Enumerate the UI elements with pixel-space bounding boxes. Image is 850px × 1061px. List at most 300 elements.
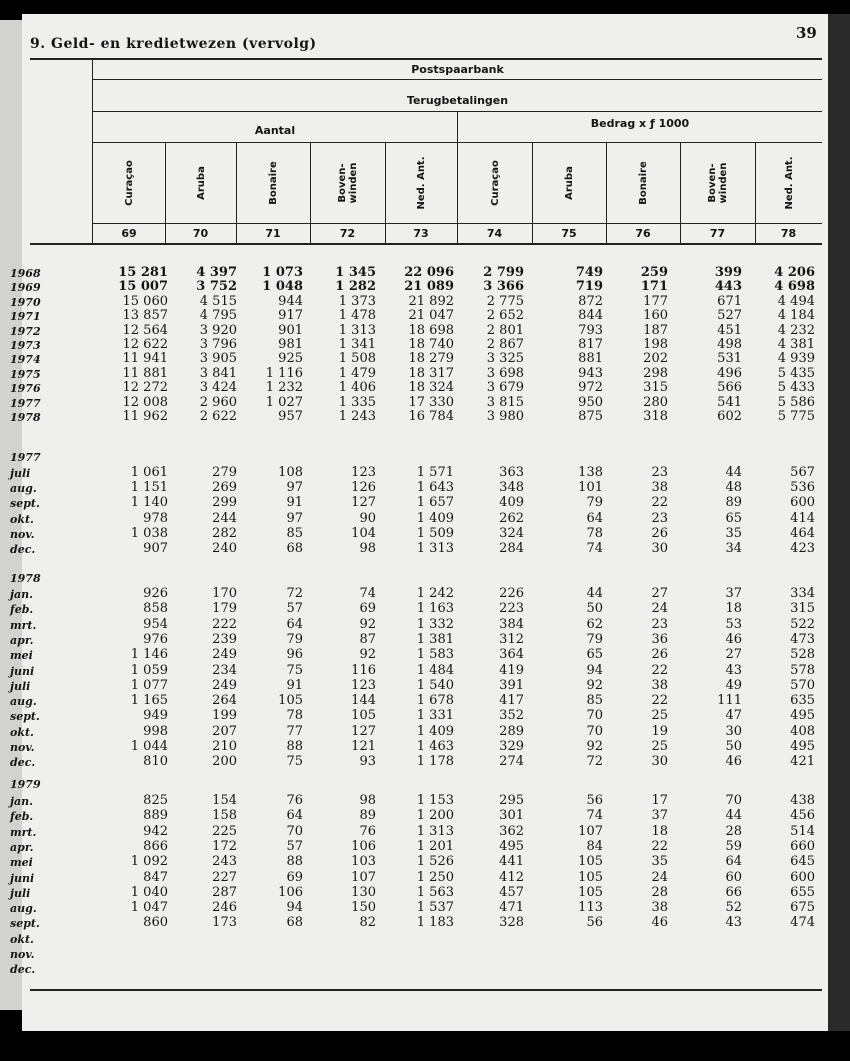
column-divider — [385, 143, 386, 243]
row-label: 1974 — [10, 353, 41, 367]
table-cell: 69 — [286, 869, 303, 885]
book-edge — [828, 14, 850, 1031]
table-cell: 12 008 — [122, 394, 168, 410]
table-cell: 97 — [286, 510, 303, 526]
table-cell: 2 960 — [199, 394, 237, 410]
table-cell: 280 — [643, 394, 668, 410]
table-cell: 127 — [351, 495, 376, 511]
table-row — [0, 932, 806, 947]
table-cell: 329 — [499, 739, 524, 754]
table-cell: 111 — [717, 693, 742, 709]
table-cell: 121 — [351, 739, 376, 754]
row-label: jan. — [10, 795, 33, 808]
table-cell: 59 — [725, 838, 742, 854]
table-cell: 567 — [790, 465, 815, 480]
column-number: 71 — [265, 227, 281, 240]
table-cell: 60 — [725, 869, 742, 885]
table-cell: 38 — [651, 900, 668, 916]
group-bedrag: Bedrag x ƒ 1000 — [590, 117, 690, 130]
column-header-label: Bonaire — [637, 161, 649, 205]
row-label: aug. — [10, 902, 37, 916]
row-label: apr. — [10, 633, 34, 647]
table-cell: 498 — [717, 337, 742, 352]
row-label: apr. — [10, 840, 34, 854]
table-cell: 91 — [286, 677, 303, 693]
table-row — [0, 962, 806, 977]
column-divider — [680, 143, 681, 243]
table-cell: 1 540 — [416, 677, 454, 693]
table-cell: 74 — [359, 586, 376, 601]
table-cell: 541 — [717, 394, 742, 410]
table-cell: 334 — [790, 586, 815, 601]
table-cell: 660 — [790, 838, 815, 854]
table-cell: 11 941 — [122, 351, 168, 367]
table-cell: 64 — [286, 808, 303, 824]
table-cell: 68 — [286, 541, 303, 556]
table-cell: 96 — [286, 647, 303, 663]
table-cell: 1 243 — [338, 409, 376, 424]
table-cell: 570 — [790, 677, 815, 693]
column-number: 70 — [192, 227, 209, 240]
table-cell: 917 — [278, 308, 303, 324]
table-cell: 37 — [725, 586, 742, 601]
column-number: 78 — [780, 227, 797, 240]
table-cell: 65 — [725, 510, 742, 526]
table-cell: 443 — [714, 279, 742, 295]
row-label: mei — [10, 856, 33, 870]
table-cell: 34 — [725, 541, 742, 556]
row-label: sept. — [10, 710, 40, 724]
table-cell: 655 — [790, 884, 815, 900]
table-cell: 22 — [651, 693, 668, 709]
table-cell: 925 — [278, 351, 303, 367]
table-cell: 222 — [212, 616, 237, 632]
table-row — [0, 916, 806, 931]
table-cell: 881 — [578, 351, 603, 367]
table-cell: 5 586 — [777, 394, 815, 410]
table-cell: 409 — [499, 495, 524, 511]
column-header-label: Boven- winden — [706, 162, 729, 204]
table-cell: 412 — [499, 869, 524, 885]
table-cell: 18 324 — [408, 380, 454, 396]
table-cell: 471 — [499, 900, 524, 916]
table-cell: 408 — [790, 723, 815, 739]
header-bottom-rule — [30, 243, 822, 245]
table-cell: 3 815 — [486, 394, 524, 410]
table-cell: 284 — [499, 541, 524, 556]
column-divider — [236, 143, 237, 243]
table-cell: 18 279 — [408, 351, 454, 367]
table-cell: 46 — [725, 631, 742, 647]
table-cell: 1 332 — [416, 616, 454, 632]
table-cell: 417 — [499, 693, 524, 709]
table-cell: 144 — [351, 693, 376, 709]
table-row — [0, 633, 806, 648]
row-label: 1972 — [10, 324, 41, 338]
column-number: 75 — [561, 227, 577, 240]
table-cell: 25 — [651, 739, 668, 754]
table-cell: 949 — [143, 708, 168, 724]
table-cell: 105 — [578, 854, 603, 870]
table-cell: 600 — [790, 495, 815, 511]
table-cell: 1 478 — [338, 308, 376, 324]
table-cell: 91 — [286, 495, 303, 511]
table-cell: 225 — [212, 823, 237, 839]
table-cell: 94 — [586, 662, 603, 678]
table-row — [0, 352, 806, 367]
table-cell: 1 163 — [416, 601, 454, 617]
row-label: 1973 — [10, 339, 41, 352]
table-cell: 49 — [725, 677, 742, 693]
table-cell: 1 200 — [416, 808, 454, 824]
table-cell: 72 — [286, 586, 303, 601]
table-cell: 866 — [143, 838, 168, 854]
table-cell: 88 — [286, 739, 303, 754]
table-cell: 817 — [578, 337, 603, 352]
table-cell: 35 — [651, 854, 668, 870]
table-cell: 79 — [586, 495, 603, 511]
table-cell: 496 — [717, 365, 742, 381]
table-cell: 21 089 — [404, 279, 454, 295]
table-cell: 30 — [651, 541, 668, 556]
table-row — [0, 947, 806, 962]
table-cell: 926 — [143, 586, 168, 601]
table-cell: 123 — [351, 465, 376, 480]
table-cell: 1 313 — [338, 322, 376, 338]
table-cell: 362 — [499, 823, 524, 839]
row-label: sept. — [10, 497, 40, 511]
column-divider — [310, 143, 311, 243]
table-cell: 635 — [790, 693, 815, 709]
table-cell: 57 — [286, 601, 303, 617]
table-cell: 1 027 — [265, 394, 303, 410]
table-row — [0, 381, 806, 396]
table-cell: 998 — [143, 723, 168, 739]
table-cell: 522 — [790, 616, 815, 632]
table-cell: 495 — [790, 739, 815, 754]
table-cell: 47 — [725, 708, 742, 724]
table-cell: 3 679 — [486, 380, 524, 396]
table-cell: 287 — [212, 884, 237, 900]
table-cell: 262 — [499, 510, 524, 526]
table-cell: 978 — [143, 510, 168, 526]
column-number: 73 — [413, 227, 429, 240]
table-cell: 226 — [499, 586, 524, 601]
table-cell: 3 424 — [199, 380, 237, 396]
table-row — [0, 825, 806, 840]
table-cell: 875 — [578, 409, 603, 424]
table-cell: 150 — [351, 900, 376, 916]
table-cell: 318 — [643, 409, 668, 424]
table-cell: 11 962 — [122, 409, 168, 424]
table-cell: 324 — [499, 525, 524, 541]
table-cell: 1 571 — [416, 465, 454, 480]
table-cell: 89 — [359, 808, 376, 824]
table-cell: 645 — [790, 854, 815, 870]
table-cell: 24 — [651, 601, 668, 617]
table-cell: 528 — [790, 647, 815, 663]
table-cell: 70 — [586, 723, 603, 739]
table-cell: 28 — [651, 884, 668, 900]
table-cell: 158 — [212, 808, 237, 824]
row-label: juli — [10, 467, 31, 480]
table-cell: 172 — [212, 838, 237, 854]
table-cell: 1 092 — [130, 854, 168, 870]
table-row — [0, 295, 806, 310]
table-cell: 473 — [790, 631, 815, 647]
table-cell: 312 — [499, 631, 524, 647]
table-cell: 30 — [651, 754, 668, 770]
table-cell: 328 — [499, 915, 524, 931]
table-cell: 12 272 — [122, 380, 168, 396]
table-cell: 84 — [586, 838, 603, 854]
table-cell: 1 201 — [416, 838, 454, 854]
table-cell: 173 — [212, 915, 237, 931]
table-cell: 66 — [725, 884, 742, 900]
table-cell: 1 463 — [416, 739, 454, 754]
table-cell: 1 116 — [265, 365, 303, 381]
table-cell: 1 479 — [338, 365, 376, 381]
table-cell: 179 — [212, 601, 237, 617]
table-cell: 105 — [578, 884, 603, 900]
table-cell: 315 — [790, 601, 815, 617]
row-label: aug. — [10, 695, 37, 709]
table-cell: 4 184 — [777, 308, 815, 324]
table-cell: 3 920 — [199, 322, 237, 338]
table-cell: 65 — [586, 647, 603, 663]
column-divider — [755, 143, 756, 243]
table-cell: 27 — [651, 586, 668, 601]
column-number: 77 — [709, 227, 726, 240]
table-cell: 15 007 — [118, 279, 168, 295]
table-cell: 23 — [651, 465, 668, 480]
table-cell: 70 — [586, 708, 603, 724]
table-cell: 92 — [586, 677, 603, 693]
table-cell: 889 — [143, 808, 168, 824]
table-cell: 160 — [643, 308, 668, 324]
table-cell: 981 — [278, 337, 303, 352]
table-cell: 495 — [499, 838, 524, 854]
table-cell: 675 — [790, 900, 815, 916]
table-cell: 1 643 — [416, 480, 454, 496]
table-cell: 101 — [578, 480, 603, 496]
page-number: 39 — [796, 24, 817, 42]
table-cell: 106 — [278, 884, 303, 900]
row-label: okt. — [10, 512, 34, 526]
table-cell: 295 — [499, 793, 524, 808]
table-cell: 1 583 — [416, 647, 454, 663]
table-cell: 3 980 — [486, 409, 524, 424]
table-cell: 3 796 — [199, 337, 237, 352]
table-row — [0, 410, 806, 425]
row-label: nov. — [10, 527, 35, 541]
table-cell: 1 381 — [416, 631, 454, 647]
table-cell: 566 — [717, 380, 742, 396]
table-cell: 457 — [499, 884, 524, 900]
table-cell: 17 330 — [408, 394, 454, 410]
table-cell: 1 250 — [416, 869, 454, 885]
table-cell: 4 206 — [774, 265, 815, 280]
table-cell: 105 — [351, 708, 376, 724]
table-cell: 1 341 — [338, 337, 376, 352]
table-cell: 954 — [143, 616, 168, 632]
table-cell: 38 — [651, 480, 668, 496]
table-cell: 12 622 — [122, 337, 168, 352]
table-row — [0, 709, 806, 724]
table-cell: 944 — [278, 293, 303, 309]
table-cell: 94 — [286, 900, 303, 916]
table-row — [0, 694, 806, 709]
table-cell: 19 — [651, 723, 668, 739]
stub-rule — [92, 60, 93, 243]
row-label: 1969 — [10, 281, 41, 295]
table-cell: 30 — [725, 723, 742, 739]
row-label: juni — [10, 871, 35, 885]
row-label: juni — [10, 664, 35, 678]
table-cell: 239 — [212, 631, 237, 647]
table-cell: 301 — [499, 808, 524, 824]
table-cell: 15 281 — [118, 265, 168, 280]
column-header-label: Ned. Ant. — [783, 156, 794, 210]
table-cell: 46 — [651, 915, 668, 931]
table-cell: 21 892 — [408, 293, 454, 309]
table-cell: 21 047 — [408, 308, 454, 324]
table-cell: 74 — [586, 808, 603, 824]
table-cell: 825 — [143, 793, 168, 808]
table-cell: 127 — [351, 723, 376, 739]
table-cell: 227 — [212, 869, 237, 885]
table-cell: 1 409 — [416, 510, 454, 526]
row-label: feb. — [10, 603, 34, 617]
table-cell: 138 — [578, 465, 603, 480]
table-cell: 844 — [578, 308, 603, 324]
table-cell: 37 — [651, 808, 668, 824]
table-cell: 901 — [278, 322, 303, 338]
table-cell: 130 — [351, 884, 376, 900]
table-cell: 249 — [212, 647, 237, 663]
table-cell: 75 — [286, 754, 303, 770]
table-cell: 1 059 — [130, 662, 168, 678]
table-row — [0, 648, 806, 663]
table-cell: 154 — [212, 793, 237, 808]
table-cell: 1 183 — [416, 915, 454, 931]
table-row — [0, 309, 806, 324]
table-cell: 18 — [725, 601, 742, 617]
table-cell: 18 — [651, 823, 668, 839]
column-number: 76 — [635, 227, 651, 240]
table-cell: 15 060 — [122, 293, 168, 309]
table-cell: 223 — [499, 601, 524, 617]
table-cell: 105 — [278, 693, 303, 709]
table-cell: 88 — [286, 854, 303, 870]
table-row — [0, 725, 806, 740]
column-header-label: Curaçao — [123, 160, 135, 206]
table-cell: 1 047 — [130, 900, 168, 916]
table-cell: 244 — [212, 510, 237, 526]
table-cell: 474 — [790, 915, 815, 931]
table-cell: 93 — [359, 754, 376, 770]
table-cell: 70 — [725, 793, 742, 808]
table-cell: 48 — [725, 480, 742, 496]
table-cell: 187 — [643, 322, 668, 338]
table-row — [0, 855, 806, 870]
table-cell: 872 — [578, 293, 603, 309]
table-cell: 11 881 — [122, 365, 168, 381]
row-label: mrt. — [10, 825, 37, 839]
table-row — [0, 740, 806, 755]
table-cell: 2 775 — [486, 293, 524, 309]
table-cell: 92 — [359, 616, 376, 632]
table-cell: 1 153 — [416, 793, 454, 808]
table-cell: 5 775 — [777, 409, 815, 424]
table-row — [0, 618, 806, 633]
table-cell: 18 317 — [408, 365, 454, 381]
table-cell: 1 331 — [416, 708, 454, 724]
table-cell: 600 — [790, 869, 815, 885]
column-header-label: Curaçao — [489, 160, 500, 206]
table-cell: 123 — [351, 677, 376, 693]
table-cell: 64 — [725, 854, 742, 870]
table-cell: 3 841 — [199, 365, 237, 381]
table-cell: 1 232 — [265, 380, 303, 396]
table-cell: 74 — [586, 541, 603, 556]
table-cell: 44 — [725, 465, 742, 480]
table-cell: 13 857 — [122, 308, 168, 324]
table-cell: 531 — [717, 351, 742, 367]
table-cell: 52 — [725, 900, 742, 916]
table-cell: 2 801 — [486, 322, 524, 338]
table-cell: 352 — [499, 708, 524, 724]
table-cell: 25 — [651, 708, 668, 724]
table-cell: 289 — [499, 723, 524, 739]
table-cell: 76 — [359, 823, 376, 839]
table-cell: 1 313 — [416, 541, 454, 556]
table-row — [0, 871, 806, 886]
table-row — [0, 587, 806, 602]
table-cell: 85 — [586, 693, 603, 709]
column-number: 69 — [121, 227, 137, 240]
table-cell: 24 — [651, 869, 668, 885]
table-cell: 69 — [359, 601, 376, 617]
table-cell: 1 151 — [130, 480, 168, 496]
table-cell: 64 — [586, 510, 603, 526]
table-cell: 18 740 — [408, 337, 454, 352]
table-cell: 2 867 — [486, 337, 524, 352]
table-cell: 942 — [143, 823, 168, 839]
table-cell: 274 — [499, 754, 524, 770]
table-cell: 50 — [586, 601, 603, 617]
table-cell: 36 — [651, 631, 668, 647]
table-cell: 1 282 — [335, 279, 376, 295]
table-cell: 4 795 — [199, 308, 237, 324]
table-cell: 860 — [143, 915, 168, 931]
table-cell: 4 397 — [196, 265, 237, 280]
table-cell: 259 — [640, 265, 668, 280]
table-cell: 85 — [286, 525, 303, 541]
table-cell: 1 345 — [335, 265, 376, 280]
table-cell: 92 — [586, 739, 603, 754]
row-label: mei — [10, 649, 33, 663]
table-cell: 972 — [578, 380, 603, 396]
table-cell: 103 — [351, 854, 376, 870]
table-cell: 4 939 — [777, 351, 815, 367]
table-cell: 4 232 — [777, 322, 815, 338]
table-cell: 104 — [351, 525, 376, 541]
table-cell: 243 — [212, 854, 237, 870]
table-cell: 207 — [212, 723, 237, 739]
column-number: 72 — [339, 227, 356, 240]
table-cell: 202 — [643, 351, 668, 367]
